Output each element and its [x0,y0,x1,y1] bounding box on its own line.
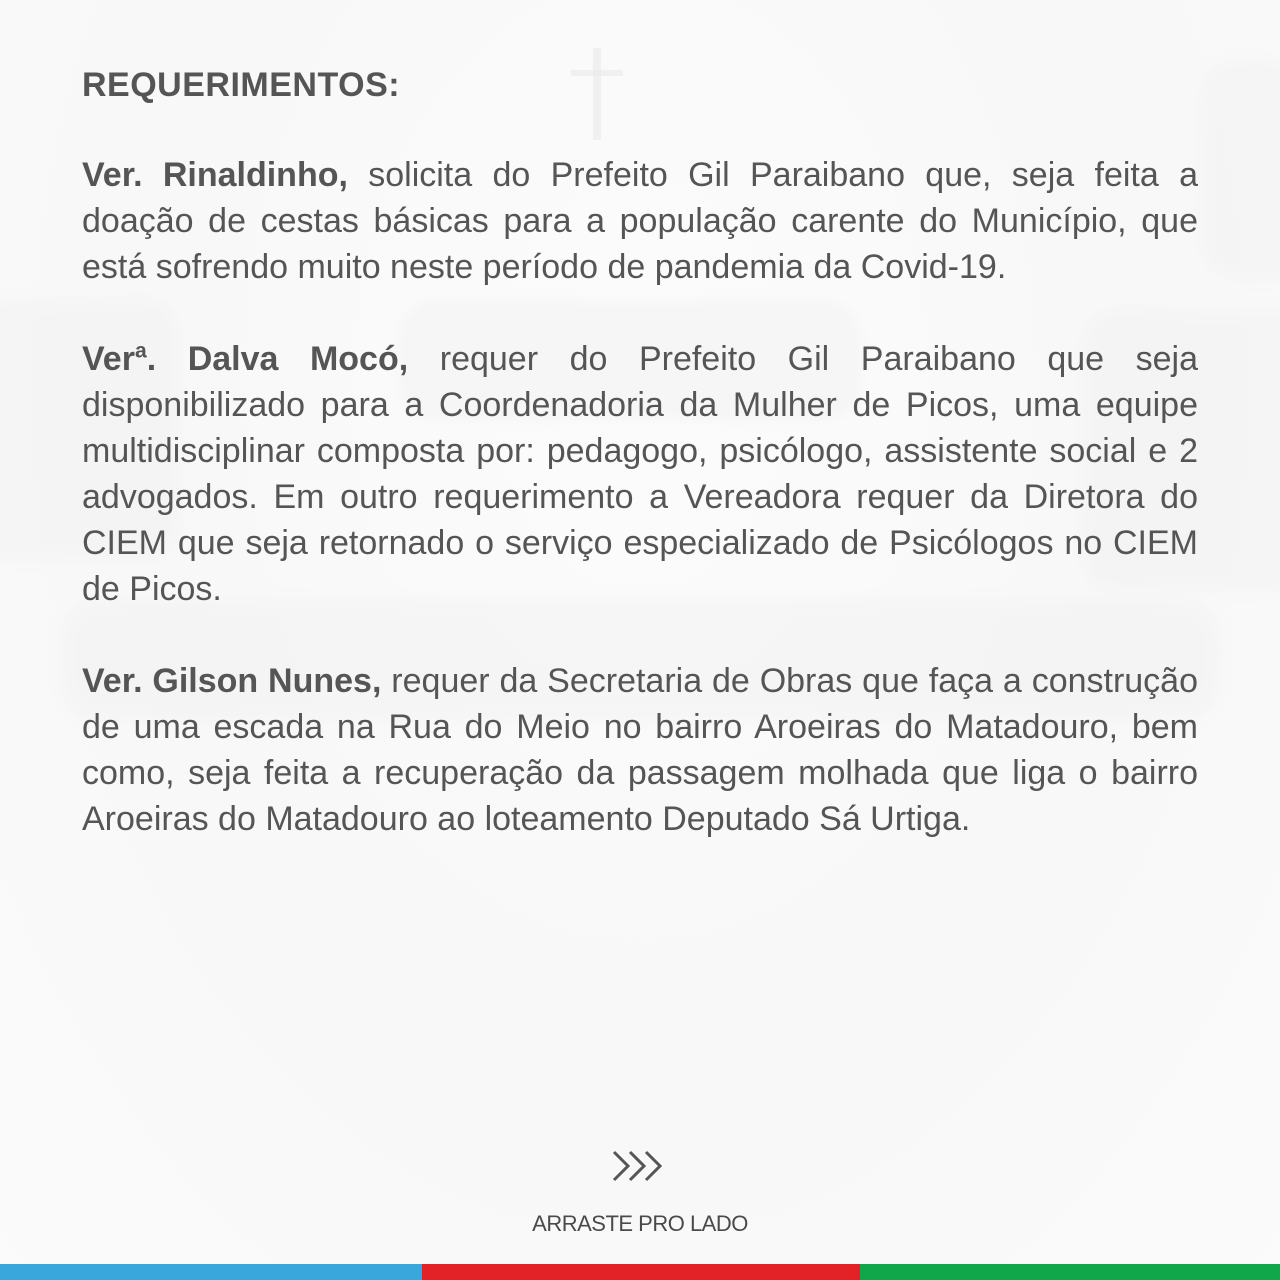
request-author [82,340,408,378]
brand-color-bar [0,1264,1280,1280]
request-author-superscript: a [134,339,147,363]
request-author-prefix: Ver [82,340,135,378]
brand-bar-blue [0,1264,422,1280]
request-text: solicita do Prefeito Gil Paraibano que, seja feita a doação de cestas básicas para a população carente do Município, que está sofrendo muito neste período de pandemia da Covid-19. [82,156,1198,286]
request-author: Ver. Rinaldinho, [82,156,348,194]
request-paragraph-2 [82,336,1198,612]
page-title: REQUERIMENTOS: [82,66,401,104]
request-text: requer da Secretaria de Obras que faça a construção de uma escada na Rua do Meio no bairro Aroeiras do Matadouro, bem como, seja feita a recuperação da passagem molhada que liga o bairro Aroeiras do Matadouro ao loteamento Deputado Sá Urtiga. [82,662,1199,838]
brand-bar-red [422,1264,860,1280]
brand-bar-green [860,1264,1280,1280]
main-content [82,62,1198,888]
triple-chevron-right-icon [610,1146,670,1186]
request-author: Ver. Gilson Nunes, [82,662,382,700]
swipe-hint-label: ARRASTE PRO LADO [532,1211,748,1236]
request-author-rest: . Dalva Mocó, [146,340,409,378]
swipe-hint[interactable] [0,1146,1280,1237]
request-text: requer do Prefeito Gil Paraibano que seja disponibilizado para a Coordenadoria da Mulher de Picos, uma equipe multidisciplinar composta por: pedagogo, psicólogo, assistente social e 2 advogados. Em outro requerimento a Vereadora requer da Diretora do CIEM que seja retornado o serviço especializado de Psicólogos no CIEM de Picos. [82,340,1199,608]
request-paragraph-3 [82,658,1198,842]
request-paragraph-1 [82,152,1198,290]
